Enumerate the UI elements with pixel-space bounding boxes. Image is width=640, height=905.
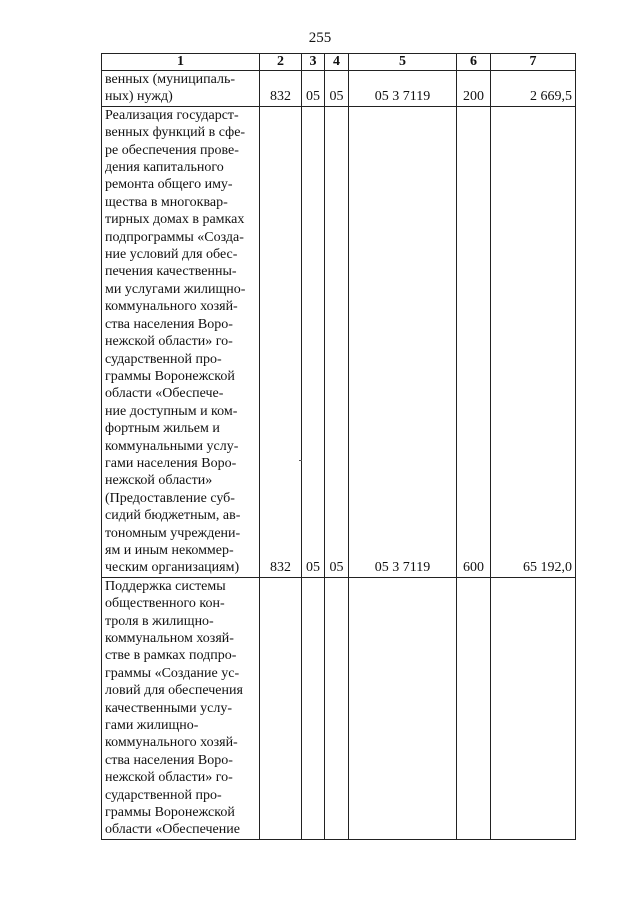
header-col-7: 7 — [491, 54, 576, 71]
page-number: 255 — [308, 30, 332, 46]
row-code-target: 05 3 7119 — [349, 71, 457, 107]
budget-table — [101, 53, 576, 840]
row-code-target — [349, 577, 457, 839]
row-code-subsection: 05 — [325, 106, 349, 577]
row-code-section: 05 — [302, 106, 325, 577]
row-code-ministry — [260, 577, 302, 839]
row-amount: 65 192,0 — [491, 106, 576, 577]
table-row — [102, 577, 576, 839]
row-code-subsection: 05 — [325, 71, 349, 107]
header-col-2: 2 — [260, 54, 302, 71]
table-row — [102, 71, 576, 107]
row-amount — [491, 577, 576, 839]
header-row — [102, 54, 576, 71]
header-col-1: 1 — [102, 54, 260, 71]
header-col-6: 6 — [457, 54, 491, 71]
row-code-target: 05 3 7119 — [349, 106, 457, 577]
row-code-section: 05 — [302, 71, 325, 107]
row-code-expense-type: 200 — [457, 71, 491, 107]
row-code-ministry: 832 — [260, 71, 302, 107]
table-row — [102, 106, 576, 577]
header-col-4: 4 — [325, 54, 349, 71]
row-name: Поддержка системы общественного кон- троля в жилищно- коммунальном хозяй- стве в рамках подпро- граммы «Создание ус- ловий для обеспечения качественными услу- гами жилищно- коммунального хозяй- ства населения Воро- нежской области» го- сударственной про- граммы Воронежской области «Обеспечение — [102, 577, 260, 839]
row-amount: 2 669,5 — [491, 71, 576, 107]
row-name: Реализация государст- венных функций в сфе- ре обеспечения прове- дения капитального ремонта общего иму- щества в многоквар- тирных домах в рамках подпрограммы «Созда- ние условий для обес- печения качественны- ми услугами жилищно- коммунального хозяй- ства населения Воро- нежской области» го- сударственной про- граммы Воронежской области «Обеспече- ние доступным и ком- фортным жильем и коммунальными услу- гами населения Воро- нежской области» (Предоставление суб- сидий бюджетным, ав- тономным учреждени- ям и иным некоммер- ческим организациям) — [102, 106, 260, 577]
row-code-expense-type — [457, 577, 491, 839]
row-code-subsection — [325, 577, 349, 839]
row-name: венных (муниципаль- ных) нужд) — [102, 71, 260, 107]
row-code-ministry: 832 — [260, 106, 302, 577]
header-col-3: 3 — [302, 54, 325, 71]
row-code-expense-type: 600 — [457, 106, 491, 577]
scan-mark — [299, 460, 302, 461]
header-col-5: 5 — [349, 54, 457, 71]
row-code-section — [302, 577, 325, 839]
